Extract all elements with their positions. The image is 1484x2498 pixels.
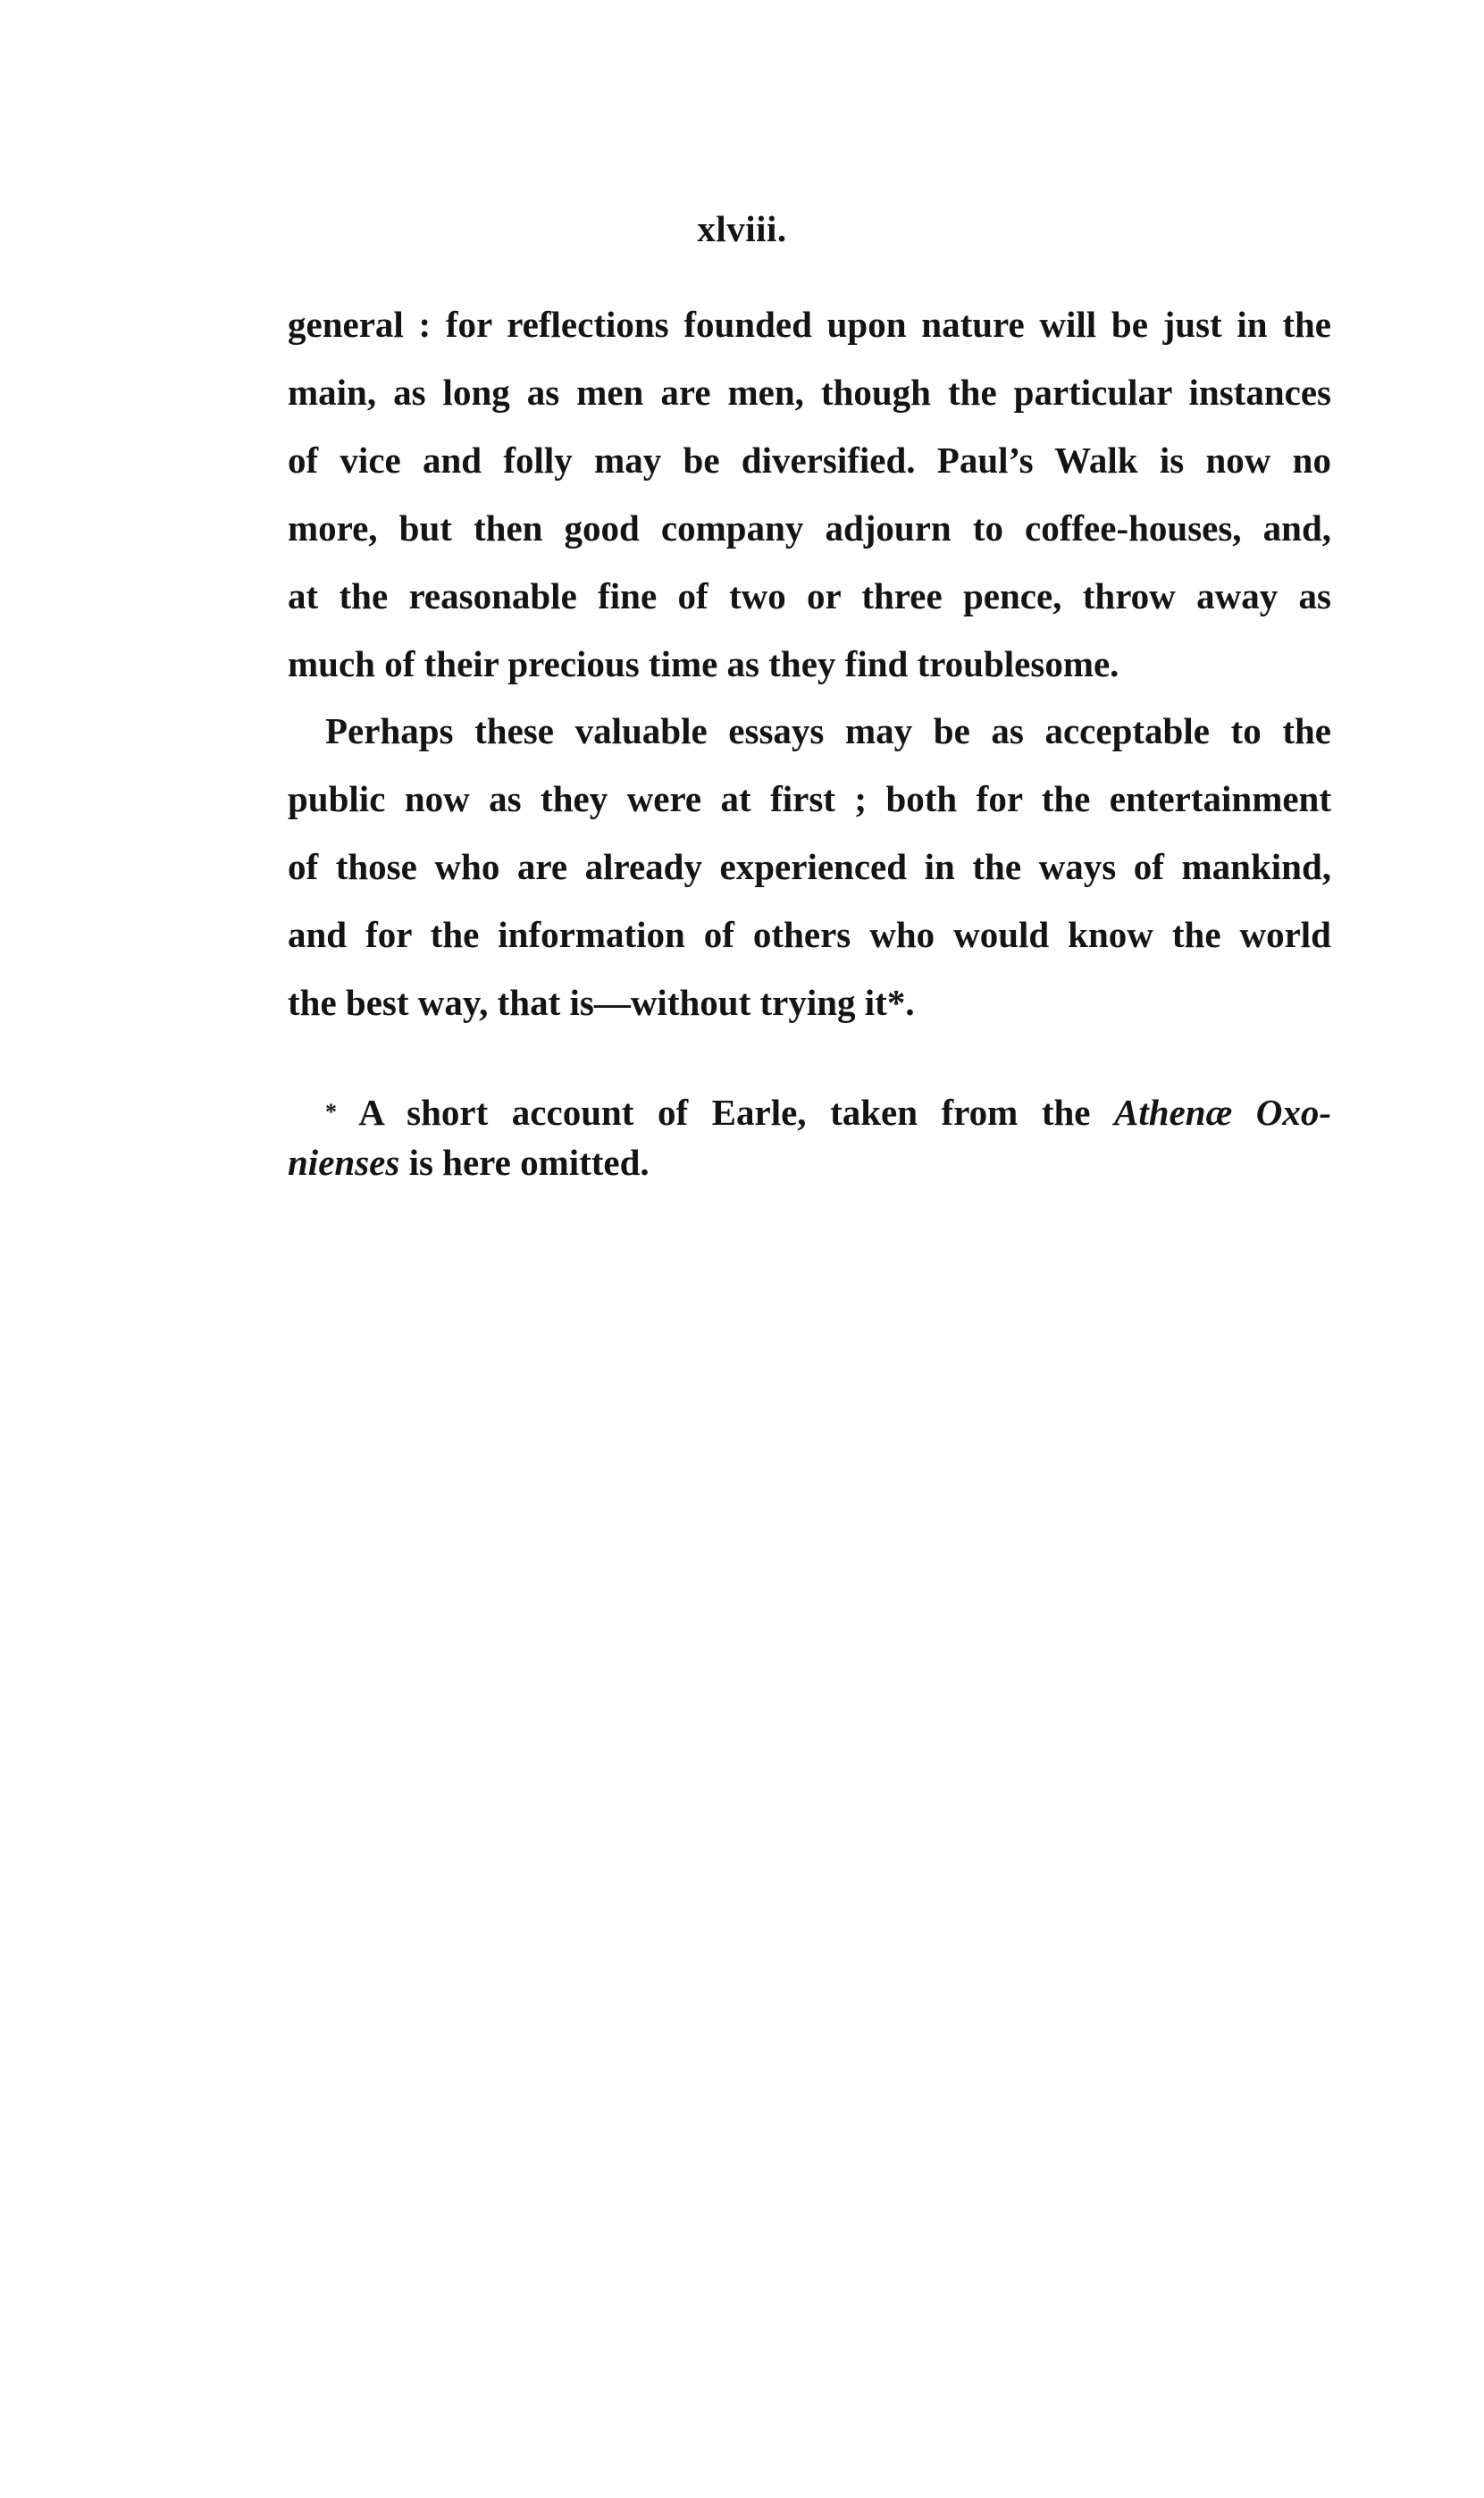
paragraph-line: main, as long as men are men, though the particular instances (288, 372, 1331, 413)
paragraph-line: public now as they were at first ; both for the entertainment (288, 778, 1331, 819)
footnote-italic-title-cont: nienses (288, 1142, 400, 1183)
footnote-mark: * (325, 1099, 337, 1125)
paragraph-line: of those who are already experienced in the ways of mankind, (288, 846, 1331, 887)
paragraph-line: at the reasonable fine of two or three pence, throw away as (288, 575, 1331, 616)
footnote-italic-title: Athenæ Oxo- (1114, 1092, 1331, 1133)
paragraph-line: much of their precious time as they find troublesome. (288, 643, 1119, 684)
paragraph-line: more, but then good company adjourn to coffee-houses, and, (288, 507, 1331, 549)
paragraph-line: the best way, that is—without trying it*. (288, 982, 915, 1023)
footnote-line-1 (288, 1087, 1331, 1137)
paragraph-2 (288, 697, 1331, 1036)
paragraph-line: Perhaps these valuable essays may be as acceptable to the (325, 710, 1331, 751)
footnote-line-2 (288, 1137, 1331, 1187)
paragraph-line: general : for reflections founded upon nature will be just in the (288, 304, 1331, 345)
page-number: xlviii. (697, 208, 787, 249)
paragraph-line: and for the information of others who would know the world (288, 914, 1331, 955)
footnote (288, 1087, 1331, 1187)
paragraph-line: of vice and folly may be diversified. Paul’s Walk is now no (288, 440, 1331, 481)
paragraph-1 (288, 290, 1331, 698)
footnote-text: A short account of Earle, taken from the (358, 1092, 1091, 1133)
footnote-text-cont: is here omitted. (408, 1142, 650, 1183)
